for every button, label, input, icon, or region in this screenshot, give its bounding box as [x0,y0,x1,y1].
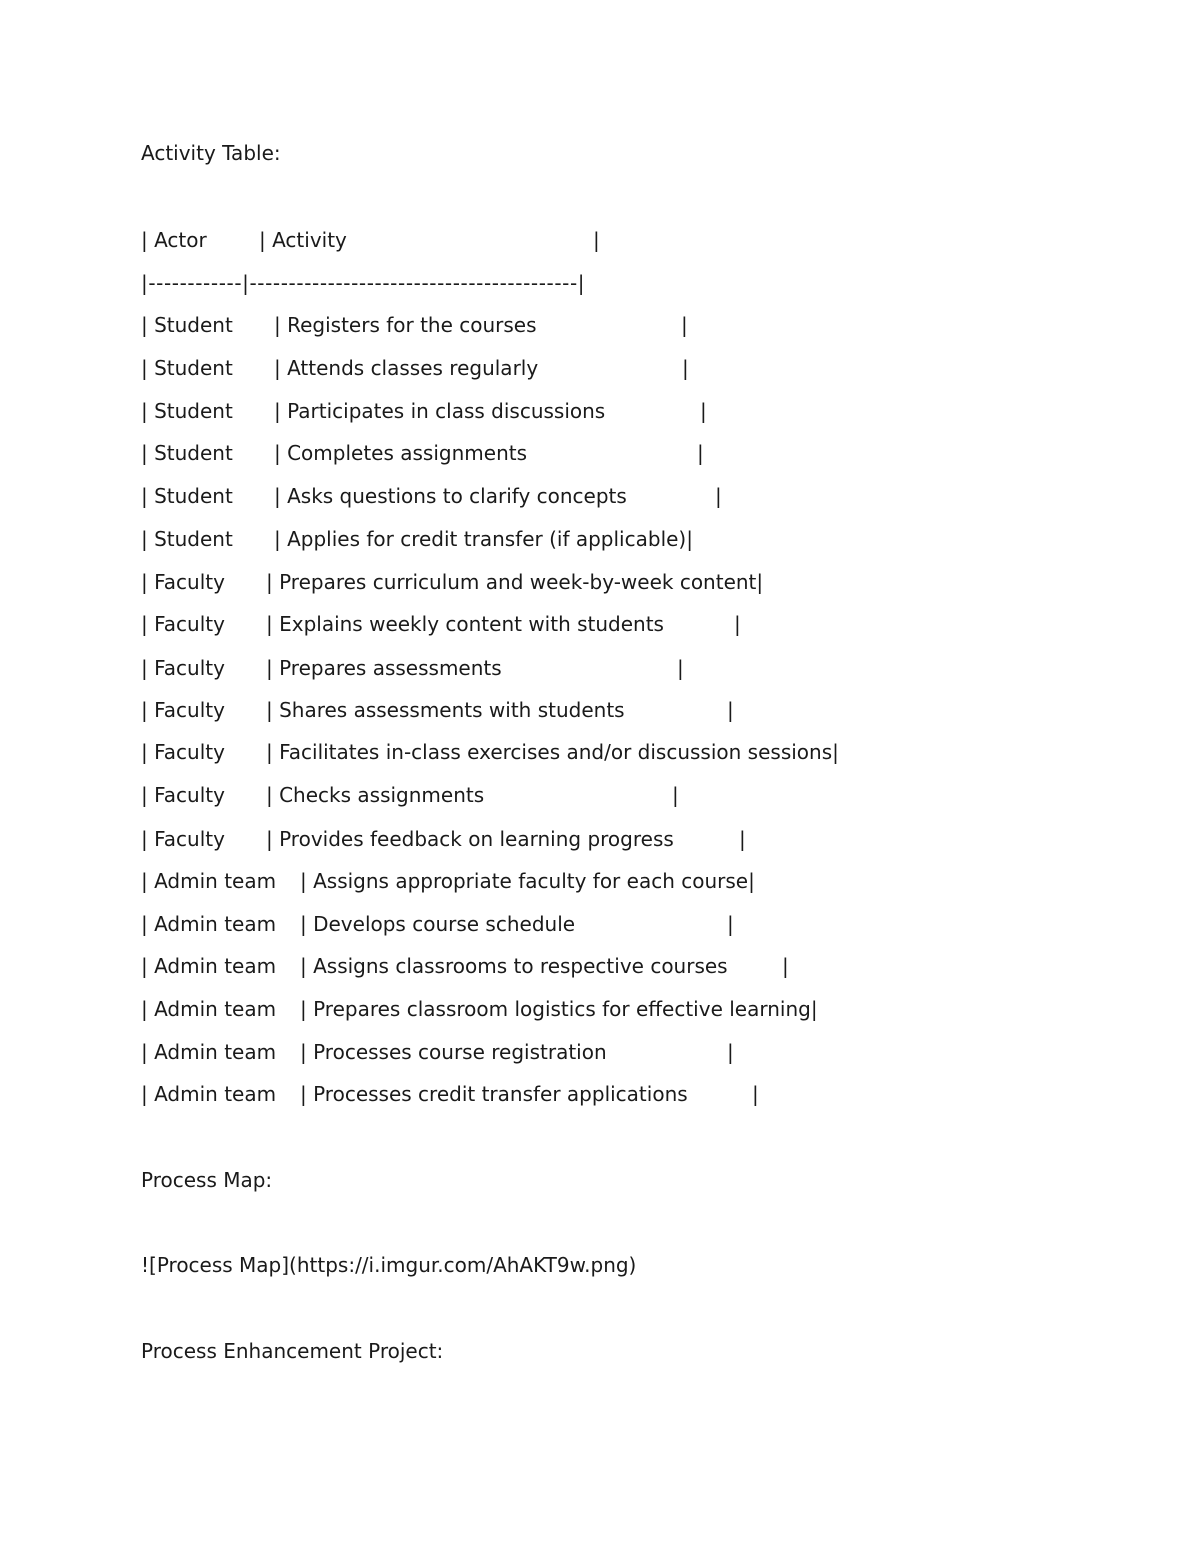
row-actor: | Admin team [141,1082,277,1106]
process-map-heading: Process Map: [141,1168,273,1192]
row-end-pipe: | [682,356,689,380]
row-end-pipe: | [734,612,741,636]
row-activity: | Completes assignments [274,441,528,465]
row-activity: | Asks questions to clarify concepts [274,484,627,508]
row-end-pipe: | [782,954,789,978]
row-actor: | Faculty [141,570,225,594]
row-end-pipe: | [672,783,679,807]
row-actor: | Faculty [141,698,225,722]
row-end-pipe: | [727,698,734,722]
row-activity: | Attends classes regularly [274,356,539,380]
row-actor: | Admin team [141,869,277,893]
row-end-pipe: | [727,1040,734,1064]
row-activity: | Assigns classrooms to respective courses [300,954,728,978]
row-actor: | Admin team [141,997,277,1021]
row-activity: | Develops course schedule [300,912,576,936]
row-end-pipe: | [739,827,746,851]
row-actor: | Faculty [141,783,225,807]
row-activity: | Prepares assessments [266,656,502,680]
row-actor: | Admin team [141,1040,277,1064]
header-end-pipe: | [593,228,600,252]
row-end-pipe: | [697,441,704,465]
header-actor: | Actor [141,228,207,252]
row-actor: | Admin team [141,912,277,936]
table-header-row [0,227,600,253]
row-end-pipe: | [677,656,684,680]
header-activity: | Activity [259,228,347,252]
row-actor: | Student [141,313,233,337]
row-activity: | Applies for credit transfer (if applicable)| [274,527,693,551]
row-actor: | Admin team [141,954,277,978]
process-map-image-markdown: ![Process Map](https://i.imgur.com/AhAKT9w.png) [141,1253,637,1277]
row-actor: | Faculty [141,612,225,636]
row-actor: | Student [141,356,233,380]
row-actor: | Faculty [141,656,225,680]
row-activity: | Registers for the courses [274,313,537,337]
row-actor: | Student [141,484,233,508]
row-activity: | Shares assessments with students [266,698,625,722]
row-end-pipe: | [681,313,688,337]
row-activity: | Processes course registration [300,1040,607,1064]
row-actor: | Student [141,399,233,423]
row-activity: | Participates in class discussions [274,399,606,423]
row-end-pipe: | [727,912,734,936]
row-actor: | Faculty [141,827,225,851]
row-activity: | Facilitates in-class exercises and/or discussion sessions| [266,740,839,764]
row-end-pipe: | [752,1082,759,1106]
row-activity: | Explains weekly content with students [266,612,664,636]
row-activity: | Checks assignments [266,783,485,807]
process-enhancement-heading: Process Enhancement Project: [141,1339,444,1363]
row-actor: | Student [141,441,233,465]
activity-table-heading: Activity Table: [141,141,281,165]
row-end-pipe: | [715,484,722,508]
row-actor: | Student [141,527,233,551]
row-activity: | Assigns appropriate faculty for each course| [300,869,755,893]
separator: |------------|------------------------------------------| [141,271,586,295]
row-actor: | Faculty [141,740,225,764]
row-activity: | Processes credit transfer applications [300,1082,688,1106]
table-separator-row [0,270,586,296]
row-activity: | Provides feedback on learning progress [266,827,674,851]
row-activity: | Prepares classroom logistics for effective learning| [300,997,818,1021]
row-end-pipe: | [700,399,707,423]
row-activity: | Prepares curriculum and week-by-week content| [266,570,764,594]
